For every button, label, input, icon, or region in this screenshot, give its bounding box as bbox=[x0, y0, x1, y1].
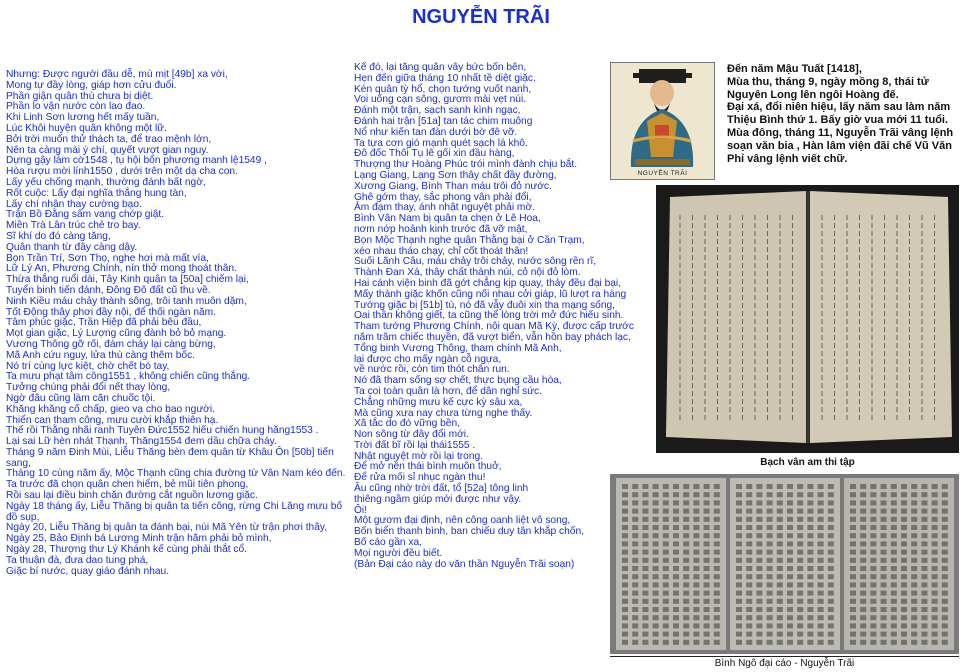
poem-line: Phần giận quân thù chưa bị diệt. bbox=[6, 90, 154, 102]
poem-line: Tham tướng Phương Chính, nội quan Mã Kỳ, được cấp trước bbox=[354, 321, 634, 333]
poem-line: Bởi trời muốn thử thách ta, để trao mệnh lớn, bbox=[6, 133, 212, 145]
poem-line: Mọt gian giặc, Lý Lượng cũng đành bỏ bỏ mạng. bbox=[6, 328, 227, 340]
poem-line: Ôi! bbox=[354, 504, 368, 516]
poem-line: Thiển can tham công, mưu cười khắp thiên hạ. bbox=[6, 414, 219, 426]
poem-line: Lấy chí nhân thay cường bạo. bbox=[6, 198, 142, 210]
binh-ngo-dai-cao-image bbox=[610, 474, 959, 654]
poem-line: Non sông từ đây đổi mới. bbox=[354, 429, 469, 441]
poem-line: Oai thần không giết, ta cũng thể lòng trời mở đức hiếu sinh. bbox=[354, 310, 624, 322]
portrait-illustration bbox=[611, 63, 714, 179]
poem-line: Chẳng những mưu kế cực kỳ sâu xa, bbox=[354, 396, 523, 408]
poem-line: Xã tắc do đó vững bền, bbox=[354, 418, 460, 430]
history-note-line: Đại xá, đổi niên hiệu, lấy năm sau làm năm bbox=[727, 101, 951, 114]
poem-line: Ngày 25, Bảo Định bá Lương Minh trận hãm phải bỏ mình, bbox=[6, 533, 272, 545]
poem-line: Thừa thắng ruổi dài, Tây Kinh quân ta [50a] chiếm lại, bbox=[6, 274, 249, 286]
poem-line: Mã Anh cứu nguy, lửa thù càng thêm bốc. bbox=[6, 349, 196, 361]
poem-line: Phần lo vận nước còn lao đao. bbox=[6, 101, 146, 113]
poem-line: Ta thuận đà, đưa dao tung phá, bbox=[6, 554, 149, 566]
poem-line: Nổ như kiến tan đàn dưới bờ đê vỡ. bbox=[354, 126, 518, 138]
poem-line: Ngày 28, Thượng thư Lý Khánh kế cùng phải thắt cổ. bbox=[6, 544, 248, 556]
poem-line: Lữ Lý An, Phương Chính, nín thở mong thoát thân. bbox=[6, 263, 237, 275]
poem-line: Một gươm đại định, nên công oanh liệt vô song, bbox=[354, 515, 571, 527]
poem-column-middle bbox=[354, 62, 634, 570]
poem-line: Nhật nguyệt mờ rồi lại trong. bbox=[354, 450, 483, 462]
history-note-line: Đến năm Mậu Tuất [1418], bbox=[727, 63, 862, 75]
poem-line: Tổng binh Vương Thông, tham chính Mã Anh, bbox=[354, 342, 562, 354]
poem-line: Xương Giang, Bình Than máu trôi đỏ nước. bbox=[354, 180, 552, 192]
poem-line: (Bản Đại cáo này do văn thần Nguyễn Trãi soạn) bbox=[354, 558, 575, 570]
poem-line: Thế rồi Thằng nhãi ranh Tuyên Đức1552 hiếu chiến hung hăng1553 . bbox=[6, 425, 319, 437]
poem-line: Mấy thành giặc khốn cũng nối nhau cởi giáp, lũ lượt ra hàng bbox=[354, 288, 627, 300]
poem-line: Lại sai Lữ hèn nhát Thạnh, Thăng1554 đem dầu chữa cháy. bbox=[6, 436, 277, 448]
poem-line: đồ sụp, bbox=[6, 511, 40, 523]
poem-line: Âu cũng nhờ trời đất, tổ [52a] tông linh bbox=[354, 483, 529, 495]
poem-line: Lấy yếu chống mạnh, thường đánh bất ngờ, bbox=[6, 176, 206, 188]
poem-line: Lúc Khôi huyện quân không một lữ. bbox=[6, 122, 167, 134]
poem-line: Rốt cuộc: Lấy đại nghĩa thắng hung tàn, bbox=[6, 187, 187, 199]
poem-line: Hai cánh viện binh đã gớt chẳng kịp quay, thảy đều đại bại, bbox=[354, 277, 622, 289]
poem-line: Nó đã tham sống sợ chết, thực bụng cầu hòa, bbox=[354, 375, 562, 387]
poem-line: Đánh hai trận [51a] tan tác chim muông bbox=[354, 115, 533, 127]
poem-line: xéo nhau tháo chạy, chỉ cốt thoát thân! bbox=[354, 245, 529, 257]
poem-line: Ngày 20, Liễu Thăng bị quân ta đánh bại, núi Mã Yên từ trận phơi thây, bbox=[6, 522, 328, 534]
poem-line: Ảm đạm thay, ánh nhật nguyệt phải mờ. bbox=[354, 202, 535, 214]
history-note-line: Mùa đông, tháng 11, Nguyễn Trãi vâng lệnh bbox=[727, 126, 954, 139]
poem-line: Ghê gớm thay, sắc phong vân phải đổi, bbox=[354, 191, 532, 203]
poem-line: Rồi sau lại điều binh chặn đường cắt nguồn lương giặc. bbox=[6, 490, 258, 502]
poem-line: Giặc bí nước, quay giáo đánh nhau. bbox=[6, 565, 170, 577]
poem-line: Miền Trà Lân trúc chẻ tro bay. bbox=[6, 220, 141, 232]
poem-line: Ta coi toàn quân là hơn, để dân nghỉ sức. bbox=[354, 385, 542, 397]
poem-line: Khi Linh Sơn lương hết mấy tuần, bbox=[6, 112, 160, 124]
poem-line: Bọn Mộc Thạnh nghe quân Thằng bại ở Cần Trạm, bbox=[354, 234, 585, 246]
poem-line: Ta tựa cơn gió mạnh quét sạch lá khô. bbox=[354, 137, 528, 149]
poem-line: Bình Vân Nam bị quân ta chẹn ở Lê Hoa, bbox=[354, 213, 541, 225]
poem-line: Hòa rượu mời lính1550 , dưới trên một dạ cha con. bbox=[6, 166, 238, 178]
poem-line: Đô đốc Thôi Tụ lê gối xin đầu hàng, bbox=[354, 148, 515, 160]
poem-line: Tưởng chúng phải đổi nết thay lòng, bbox=[6, 382, 171, 394]
poem-line: Lạng Giang, Lạng Sơn thây chất đầy đường, bbox=[354, 169, 557, 181]
history-note-line: soạn văn bia , Hàn lâm viện đãi chế Vũ Văn bbox=[727, 139, 952, 152]
poem-line: Bố cáo gần xa, bbox=[354, 537, 422, 549]
history-note-line: Nguyên Long lên ngôi Hoàng đế. bbox=[727, 88, 899, 101]
poem-line: Bốn biển thanh bình, ban chiếu duy tân khắp chốn, bbox=[354, 526, 584, 538]
history-note-line: Phỉ vâng lệnh viết chữ. bbox=[727, 152, 848, 165]
history-note-line: Thiệu Bình thứ 1. Bấy giờ vua mới 11 tuổi. bbox=[727, 114, 949, 127]
poem-line: Suối Lãnh Câu, máu chảy trôi chảy, nước sông rền rĩ, bbox=[354, 256, 597, 268]
poem-line: Sĩ khí do đó càng tăng, bbox=[6, 230, 111, 242]
poem-line: Ta mưu phạt tâm công1551 , không chiến cũng thắng. bbox=[6, 371, 251, 383]
poem-line: Ngờ đâu cũng làm căn chuốc tội. bbox=[6, 392, 156, 404]
history-note-line: Mùa thu, tháng 9, ngày mồng 8, thái tử bbox=[727, 75, 929, 88]
open-book-illustration bbox=[656, 185, 959, 453]
poem-line: Đánh một trận, sạch sanh kình ngạc, bbox=[354, 105, 521, 117]
poem-line: Thành Đan Xá, thây chất thành núi, cỏ nội đỏ lòm. bbox=[354, 267, 581, 279]
poem-line: Ngày 18 tháng ấy, Liễu Thăng bị quân ta tiến công, rừng Chi Lăng mưu bố bbox=[6, 500, 343, 512]
poem-line: Nên ta càng mài ý chí, quyết vượt gian nguy. bbox=[6, 144, 209, 156]
poem-line: Tâm phúc giặc, Trần Hiệp đã phải bêu đầu, bbox=[6, 317, 202, 329]
poem-line: Nhưng: Được người đầu dễ, mù mịt [49b] xa vời, bbox=[6, 69, 228, 80]
poem-line: Quân thanh từ đây càng dậy. bbox=[6, 241, 138, 253]
poem-line: Mọi người đều biết. bbox=[354, 547, 443, 559]
book2-caption: Bình Ngô đại cáo - Nguyễn Trãi bbox=[610, 656, 959, 669]
poem-line: Tuyển binh tiến đánh, Đông Đô đất cũ thu về. bbox=[6, 284, 211, 296]
poem-line: Tháng 10 cùng năm ấy, Mộc Thạnh cũng chia đường từ Vân Nam kéo đến. bbox=[6, 468, 346, 480]
poem-line: Tháng 9 năm Đinh Mùi, Liễu Thăng bèn đem quân từ Khâu Ôn [50b] tiến bbox=[6, 446, 334, 458]
poem-line: Khăng khăng cố chấp, gieo vạ cho bao người. bbox=[6, 403, 215, 415]
poem-line: nơm nớp hoảnh kinh trước đã vỡ mật, bbox=[354, 223, 528, 235]
poem-line: Thượng thư Hoàng Phúc trói mình đành chịu bắt. bbox=[354, 159, 578, 171]
bach-van-am-book-image bbox=[656, 185, 959, 453]
poem-line: Kén quân tỳ hổ, chọn tướng vuốt nanh, bbox=[354, 83, 532, 95]
poem-line: Kế đó, lại tăng quân vây bức bốn bên, bbox=[354, 62, 527, 73]
poem-line: Bọn Trần Trí, Sơn Thọ, nghe hơi mà mất vía, bbox=[6, 252, 209, 264]
poem-line: Mong tự đầy lòng, giáp hơn cửu đuổi. bbox=[6, 79, 177, 91]
poem-line: Tốt Động thây phơi đầy nội, để thối ngàn năm. bbox=[6, 306, 216, 318]
poem-line: Ta trước đã chọn quân chen hiểm, bẻ mũi tiên phong, bbox=[6, 479, 249, 491]
poem-line: Tướng giặc bị [51b] tù, nó đã vẫy đuôi xin tha mạng sống, bbox=[354, 299, 615, 311]
portrait-caption: NGUYỄN TRÃI bbox=[637, 170, 688, 177]
poem-line: Dựng gậy làm cờ1548 , tụ hội bốn phương manh lệ1549 , bbox=[6, 155, 267, 167]
poem-line: lại được cho mấy ngàn cỗ ngựa, bbox=[354, 353, 502, 365]
poem-line: Nó trí cùng lực kiệt, chờ chết bó tay, bbox=[6, 360, 170, 372]
poem-line: Trời đất bĩ rồi lại thái1555 . bbox=[354, 439, 476, 451]
poem-line: Voi uống cạn sông, gươm mài vẹt núi. bbox=[354, 94, 527, 106]
poem-column-left bbox=[6, 70, 344, 577]
poem-line: Hẹn đến giữa tháng 10 nhất tề diệt giặc. bbox=[354, 72, 536, 84]
poem-line: Trận Bồ Đằng sấm vang chớp giật. bbox=[6, 209, 165, 221]
poem-line: Ninh Kiều máu chảy thành sông, trôi tanh muôn dặm, bbox=[6, 295, 247, 307]
history-note bbox=[727, 63, 959, 165]
poem-line: sang, bbox=[6, 457, 31, 469]
poem-line: về nước rồi, còn tim thót chân run. bbox=[354, 364, 510, 376]
page-title: NGUYỄN TRÃI bbox=[412, 6, 550, 28]
poem-line: năm trăm chiếc thuyền, đã vượt biển, vẫn hồn bay phách lạc, bbox=[354, 331, 631, 343]
manuscript-illustration bbox=[610, 474, 959, 654]
poem-line: Mà cũng xưa nay chưa từng nghe thấy. bbox=[354, 407, 533, 419]
poem-line: Vương Thông gỡ rối, đám cháy lại càng bừng, bbox=[6, 338, 216, 350]
poem-line: Để mở nền thái bình muôn thuở, bbox=[354, 461, 502, 473]
poem-line: thiêng ngầm giúp mới được như vậy. bbox=[354, 493, 522, 505]
book1-caption: Bạch vân am thi tập bbox=[760, 457, 855, 468]
poem-line: Để rửa mối sỉ nhục ngàn thu! bbox=[354, 472, 486, 484]
portrait-image bbox=[610, 62, 715, 180]
